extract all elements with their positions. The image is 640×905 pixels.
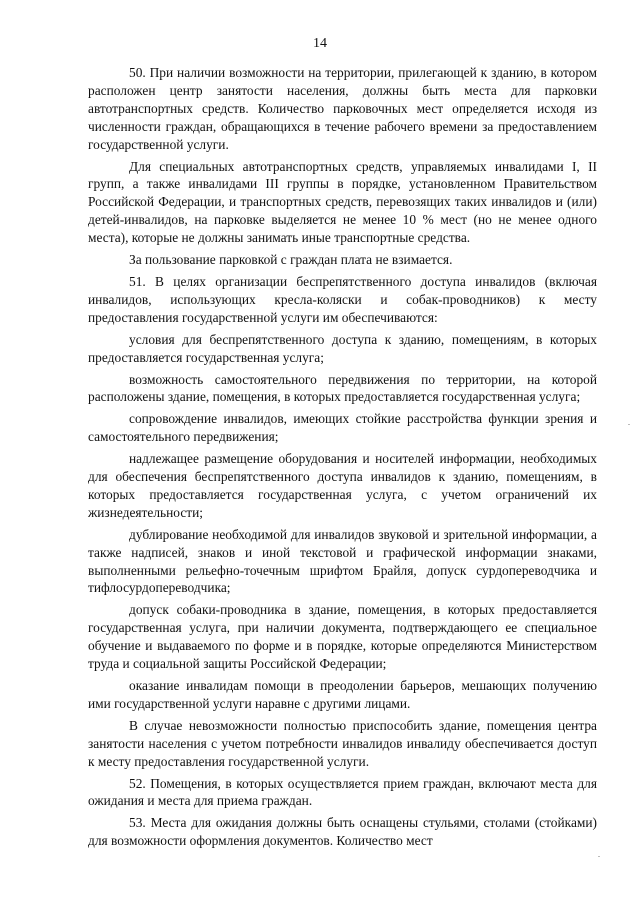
paragraph-access-conditions: условия для беспрепятственного доступа к зданию, помещениям, в которых предоставляется государственная услуга; (88, 331, 597, 365)
paragraph-impossibility-case: В случае невозможности полностью приспособить здание, помещения центра занятости населения с учетом потребности инвалидов инвалиду обеспечивается доступ к месту предоставления государственной услуги. (88, 717, 597, 769)
document-body (88, 64, 597, 854)
paragraph-barrier-assistance: оказание инвалидам помощи в преодолении барьеров, мешающих получению ими государственной услуги наравне с другими лицами. (88, 678, 597, 711)
page-number: 14 (313, 36, 327, 51)
paragraph-special-vehicles: Для специальных автотранспортных средств, управляемых инвалидами I, II групп, а также инвалидами III группы в порядке, установленном Правительством Российской Федерации, и транспортных средств, перевозящих таких инвалидов и (или) детей-инвалидов, на парковке выделяется не менее 10 % мест (но не менее одного места), которые не должны занимать иные транспортные средства. (88, 158, 597, 246)
paragraph-escort: сопровождение инвалидов, имеющих стойкие расстройства функции зрения и самостоятельного передвижения; (88, 411, 597, 445)
paragraph-guide-dog: допуск собаки-проводника в здание, помещения, в которых предоставляется государственная услуга, при наличии документа, подтверждающего ее специальное обучение и выдаваемого по форме и в порядке, которые определяются Министерством труда и социальной защиты Российской Федерации; (88, 602, 597, 672)
paragraph-independent-movement: возможность самостоятельного передвижения по территории, на которой расположены здание, помещения, в которых предоставляется государственная услуга; (88, 371, 597, 405)
paragraph-50-parking: 50. При наличии возможности на территории, прилегающей к зданию, в котором расположен центр занятости населения, должны быть места для парковки автотранспортных средств. Количество парковочных мест определяется исходя из численности граждан, обращающихся в течение рабочего времени за предоставлением государственной услуги. (88, 65, 597, 152)
scan-speck (598, 856, 600, 857)
paragraph-information-duplication: дублирование необходимой для инвалидов звуковой и зрительной информации, а также надписей, знаков и иной текстовой и графической информации знаками, выполненными рельефно-точечным шрифтом Брайля, допуск сурдопереводчика и тифлосурдопереводчика; (88, 526, 597, 596)
scan-speck (628, 424, 630, 425)
paragraph-equipment-placement: надлежащее размещение оборудования и носителей информации, необходимых для обеспечения беспрепятственного доступа инвалидов к зданию, помещениям, в которых предоставляется государственная услуга, с учетом ограничений их жизнедеятельности; (88, 451, 597, 520)
paragraph-52-premises: 52. Помещения, в которых осуществляется прием граждан, включают места для ожидания и места для приема граждан. (88, 775, 597, 809)
paragraph-51-accessibility: 51. В целях организации беспрепятственного доступа инвалидов (включая инвалидов, использующих кресла-коляски и собак-проводников) к месту предоставления государственной услуги им обеспечиваются: (88, 273, 597, 325)
paragraph-53-waiting-places: 53. Места для ожидания должны быть оснащены стульями, столами (стойками) для возможности оформления документов. Количество мест (88, 815, 597, 849)
paragraph-parking-fee: За пользование парковкой с граждан плата не взимается. (129, 252, 453, 268)
